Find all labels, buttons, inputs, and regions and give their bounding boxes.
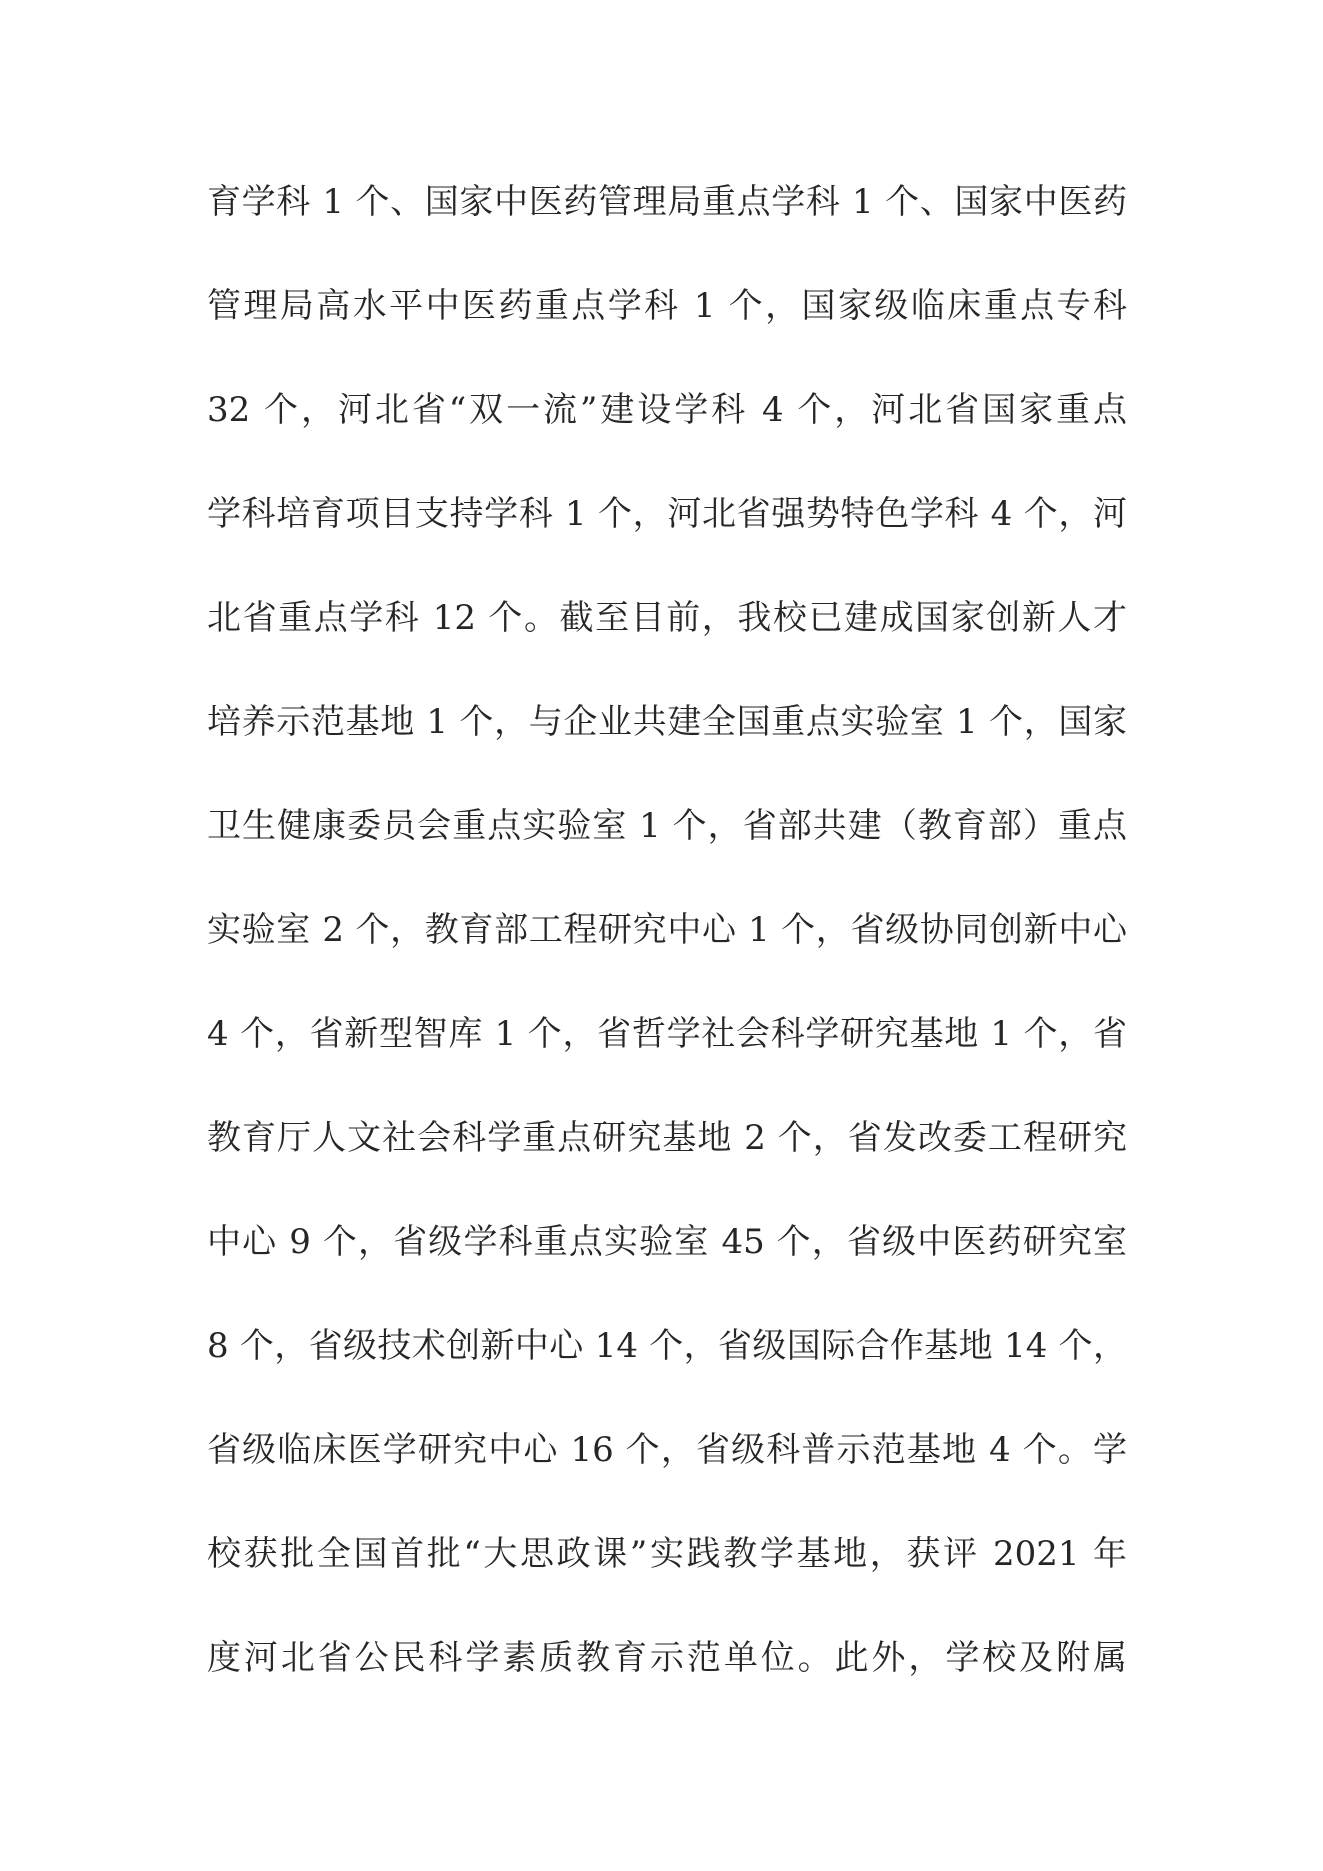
paragraph-line: 省级临床医学研究中心 16 个，省级科普示范基地 4 个。学 — [207, 1430, 1127, 1470]
paragraph-line: 度河北省公民科学素质教育示范单位。此外，学校及附属 — [207, 1638, 1127, 1678]
paragraph-line: 8 个，省级技术创新中心 14 个，省级国际合作基地 14 个， — [207, 1326, 1127, 1366]
paragraph-line: 实验室 2 个，教育部工程研究中心 1 个，省级协同创新中心 — [207, 910, 1127, 950]
paragraph-line: 卫生健康委员会重点实验室 1 个，省部共建（教育部）重点 — [207, 806, 1127, 846]
paragraph-line: 中心 9 个，省级学科重点实验室 45 个，省级中医药研究室 — [207, 1222, 1127, 1262]
paragraph-line: 校获批全国首批“大思政课”实践教学基地，获评 2021 年 — [207, 1534, 1127, 1574]
paragraph-line: 育学科 1 个、国家中医药管理局重点学科 1 个、国家中医药 — [207, 182, 1127, 222]
paragraph-line: 4 个，省新型智库 1 个，省哲学社会科学研究基地 1 个，省 — [207, 1014, 1127, 1054]
paragraph-line: 北省重点学科 12 个。截至目前，我校已建成国家创新人才 — [207, 598, 1127, 638]
paragraph-line: 学科培育项目支持学科 1 个，河北省强势特色学科 4 个，河 — [207, 494, 1127, 534]
paragraph-line: 教育厅人文社会科学重点研究基地 2 个，省发改委工程研究 — [207, 1118, 1127, 1158]
paragraph-line: 32 个，河北省“双一流”建设学科 4 个，河北省国家重点 — [207, 390, 1127, 430]
paragraph-line: 管理局高水平中医药重点学科 1 个，国家级临床重点专科 — [207, 286, 1127, 326]
paragraph-line: 培养示范基地 1 个，与企业共建全国重点实验室 1 个，国家 — [207, 702, 1127, 742]
